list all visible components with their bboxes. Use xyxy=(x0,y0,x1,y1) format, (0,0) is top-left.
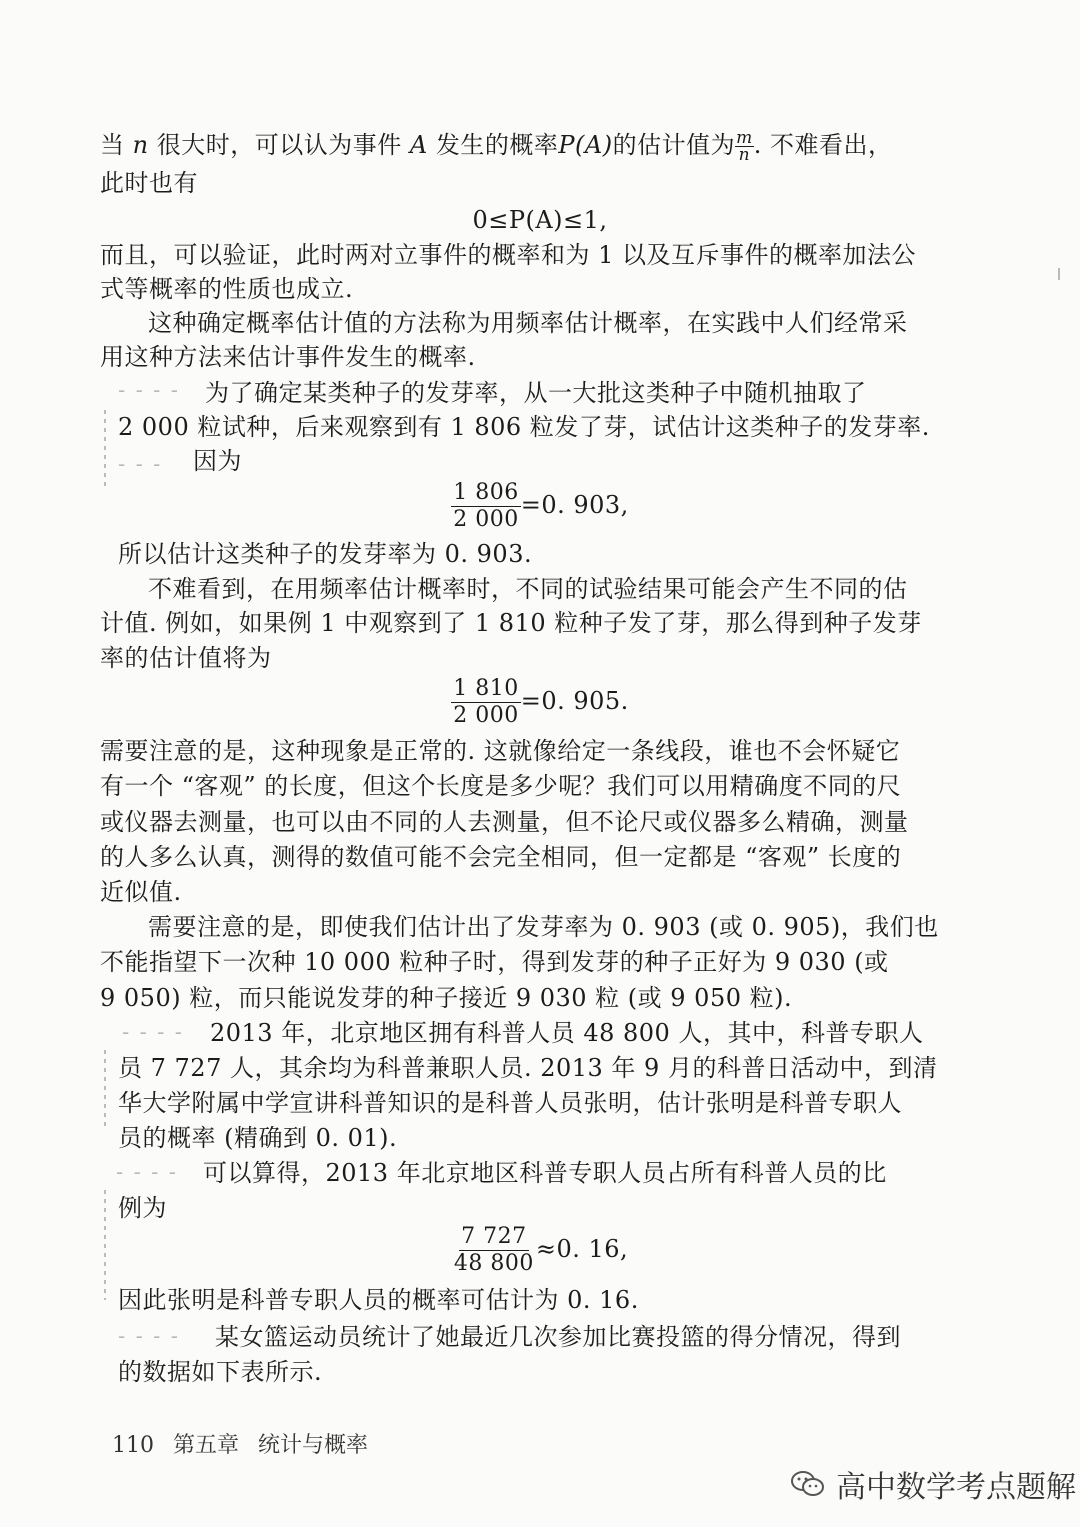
example-line: 为了确定某类种子的发芽率，从一大批这类种子中随机抽取了 xyxy=(205,379,867,407)
text: 当 xyxy=(100,131,125,159)
paragraph-line: 而且，可以验证，此时两对立事件的概率和为 1 以及互斥事件的概率加法公 xyxy=(100,241,917,269)
paragraph-line: 或仪器去测量，也可以由不同的人去测量，但不论尺或仪器多么精确，测量 xyxy=(100,808,909,836)
example-line: 员 7 727 人，其余均为科普兼职人员. 2013 年 9 月的科普日活动中，到清 xyxy=(118,1054,938,1082)
paragraph-line: 式等概率的性质也成立. xyxy=(100,275,354,303)
example-label-mark: ‐ ‐ ‐ ‐ xyxy=(118,378,180,402)
page-footer xyxy=(112,1428,380,1459)
paragraph-line: 的人多么认真，测得的数值可能不会完全相同，但一定都是 “客观” 长度的 xyxy=(100,843,902,871)
solution-line: 例为 xyxy=(118,1194,167,1222)
solution-line: 所以估计这类种子的发芽率为 0. 903. xyxy=(118,540,533,568)
wechat-icon xyxy=(790,1469,826,1499)
example-line: 员的概率 (精确到 0. 01). xyxy=(118,1124,398,1152)
formula-fraction: $\frac{1 810}{2 000}$ =0. 905. xyxy=(453,676,629,728)
fraction: $\frac{1 806}{2 000}$ xyxy=(453,480,519,532)
watermark xyxy=(790,1462,1076,1506)
scan-speck xyxy=(1058,268,1060,280)
example-line: 的数据如下表所示. xyxy=(118,1358,323,1386)
paragraph-line: 有一个 “客观” 的长度，但这个长度是多少呢？我们可以用精确度不同的尺 xyxy=(100,772,902,800)
paragraph-line: 不难看到，在用频率估计概率时，不同的试验结果可能会产生不同的估 xyxy=(148,575,908,603)
paragraph-line: 用这种方法来估计事件发生的概率. xyxy=(100,343,476,371)
text: 很大时，可以认为事件 xyxy=(156,131,402,159)
example-line: 华大学附属中学宣讲科普知识的是科普人员张明，估计张明是科普专职人 xyxy=(118,1089,902,1117)
math-expr: P(A) xyxy=(558,131,613,159)
text: 发生的概率 xyxy=(435,131,559,159)
example-line: 2 000 粒试种，后来观察到有 1 806 粒发了芽，试估计这类种子的发芽率. xyxy=(118,413,930,441)
paragraph-line: 需要注意的是，即使我们估计出了发芽率为 0. 903 (或 0. 905)，我们也 xyxy=(148,913,939,941)
example-line: 某女篮运动员统计了她最近几次参加比赛投篮的得分情况，得到 xyxy=(215,1323,901,1351)
formula-inequality: 0≤P(A)≤1, xyxy=(472,206,608,234)
math-var: A xyxy=(409,131,428,159)
solution-line: 可以算得，2013 年北京地区科普专职人员占所有科普人员的比 xyxy=(203,1159,887,1187)
paragraph-line xyxy=(100,128,892,163)
fraction: $\frac{1 810}{2 000}$ xyxy=(453,676,519,728)
fraction: $\frac{7 727}{48 800}$ xyxy=(453,1224,534,1276)
solution-label-mark: ‐ ‐ ‐ ‐ xyxy=(116,1160,178,1184)
paragraph-line: 需要注意的是，这种现象是正常的. 这就像给定一条线段，谁也不会怀疑它 xyxy=(100,737,901,765)
solution-line: 因为 xyxy=(193,447,242,475)
watermark-text: 高中数学考点题解 xyxy=(836,1470,1076,1505)
fraction-m-over-n: $\frac{m}{n}$ xyxy=(736,128,753,165)
chapter-label: 第五章 xyxy=(173,1433,240,1458)
text: 的估计值为 xyxy=(612,131,736,159)
formula-fraction: $\frac{7 727}{48 800}$ ≈0. 16, xyxy=(453,1224,629,1276)
text: . 不难看出， xyxy=(753,131,893,159)
paragraph-line: 近似值. xyxy=(100,878,182,906)
paragraph-line: 率的估计值将为 xyxy=(100,644,272,672)
formula-fraction: $\frac{1 806}{2 000}$ =0. 903, xyxy=(453,480,629,532)
math-var: n xyxy=(132,131,149,159)
example-label-mark: ‐ ‐ ‐ ‐ xyxy=(122,1020,184,1044)
paragraph-line: 9 050) 粒，而只能说发芽的种子接近 9 030 粒 (或 9 050 粒). xyxy=(100,984,793,1012)
paragraph-line: 计值. 例如，如果例 1 中观察到了 1 810 粒种子发了芽，那么得到种子发芽 xyxy=(100,609,922,637)
paragraph-line: 此时也有 xyxy=(100,169,198,197)
margin-bar xyxy=(104,410,106,490)
paragraph-line: 这种确定概率估计值的方法称为用频率估计概率，在实践中人们经常采 xyxy=(148,309,908,337)
solution-line: 因此张明是科普专职人员的概率可估计为 0. 16. xyxy=(118,1286,639,1314)
paragraph-line: 不能指望下一次种 10 000 粒种子时，得到发芽的种子正好为 9 030 (或 xyxy=(100,948,889,976)
chapter-title: 统计与概率 xyxy=(258,1433,369,1458)
page-number: 110 xyxy=(112,1433,154,1458)
margin-bar xyxy=(104,1050,106,1130)
example-line: 2013 年，北京地区拥有科普人员 48 800 人，其中，科普专职人 xyxy=(210,1019,924,1047)
example-label-mark: ‐ ‐ ‐ ‐ xyxy=(118,1324,180,1348)
solution-label-mark: ‐ ‐ ‐ xyxy=(118,452,163,476)
